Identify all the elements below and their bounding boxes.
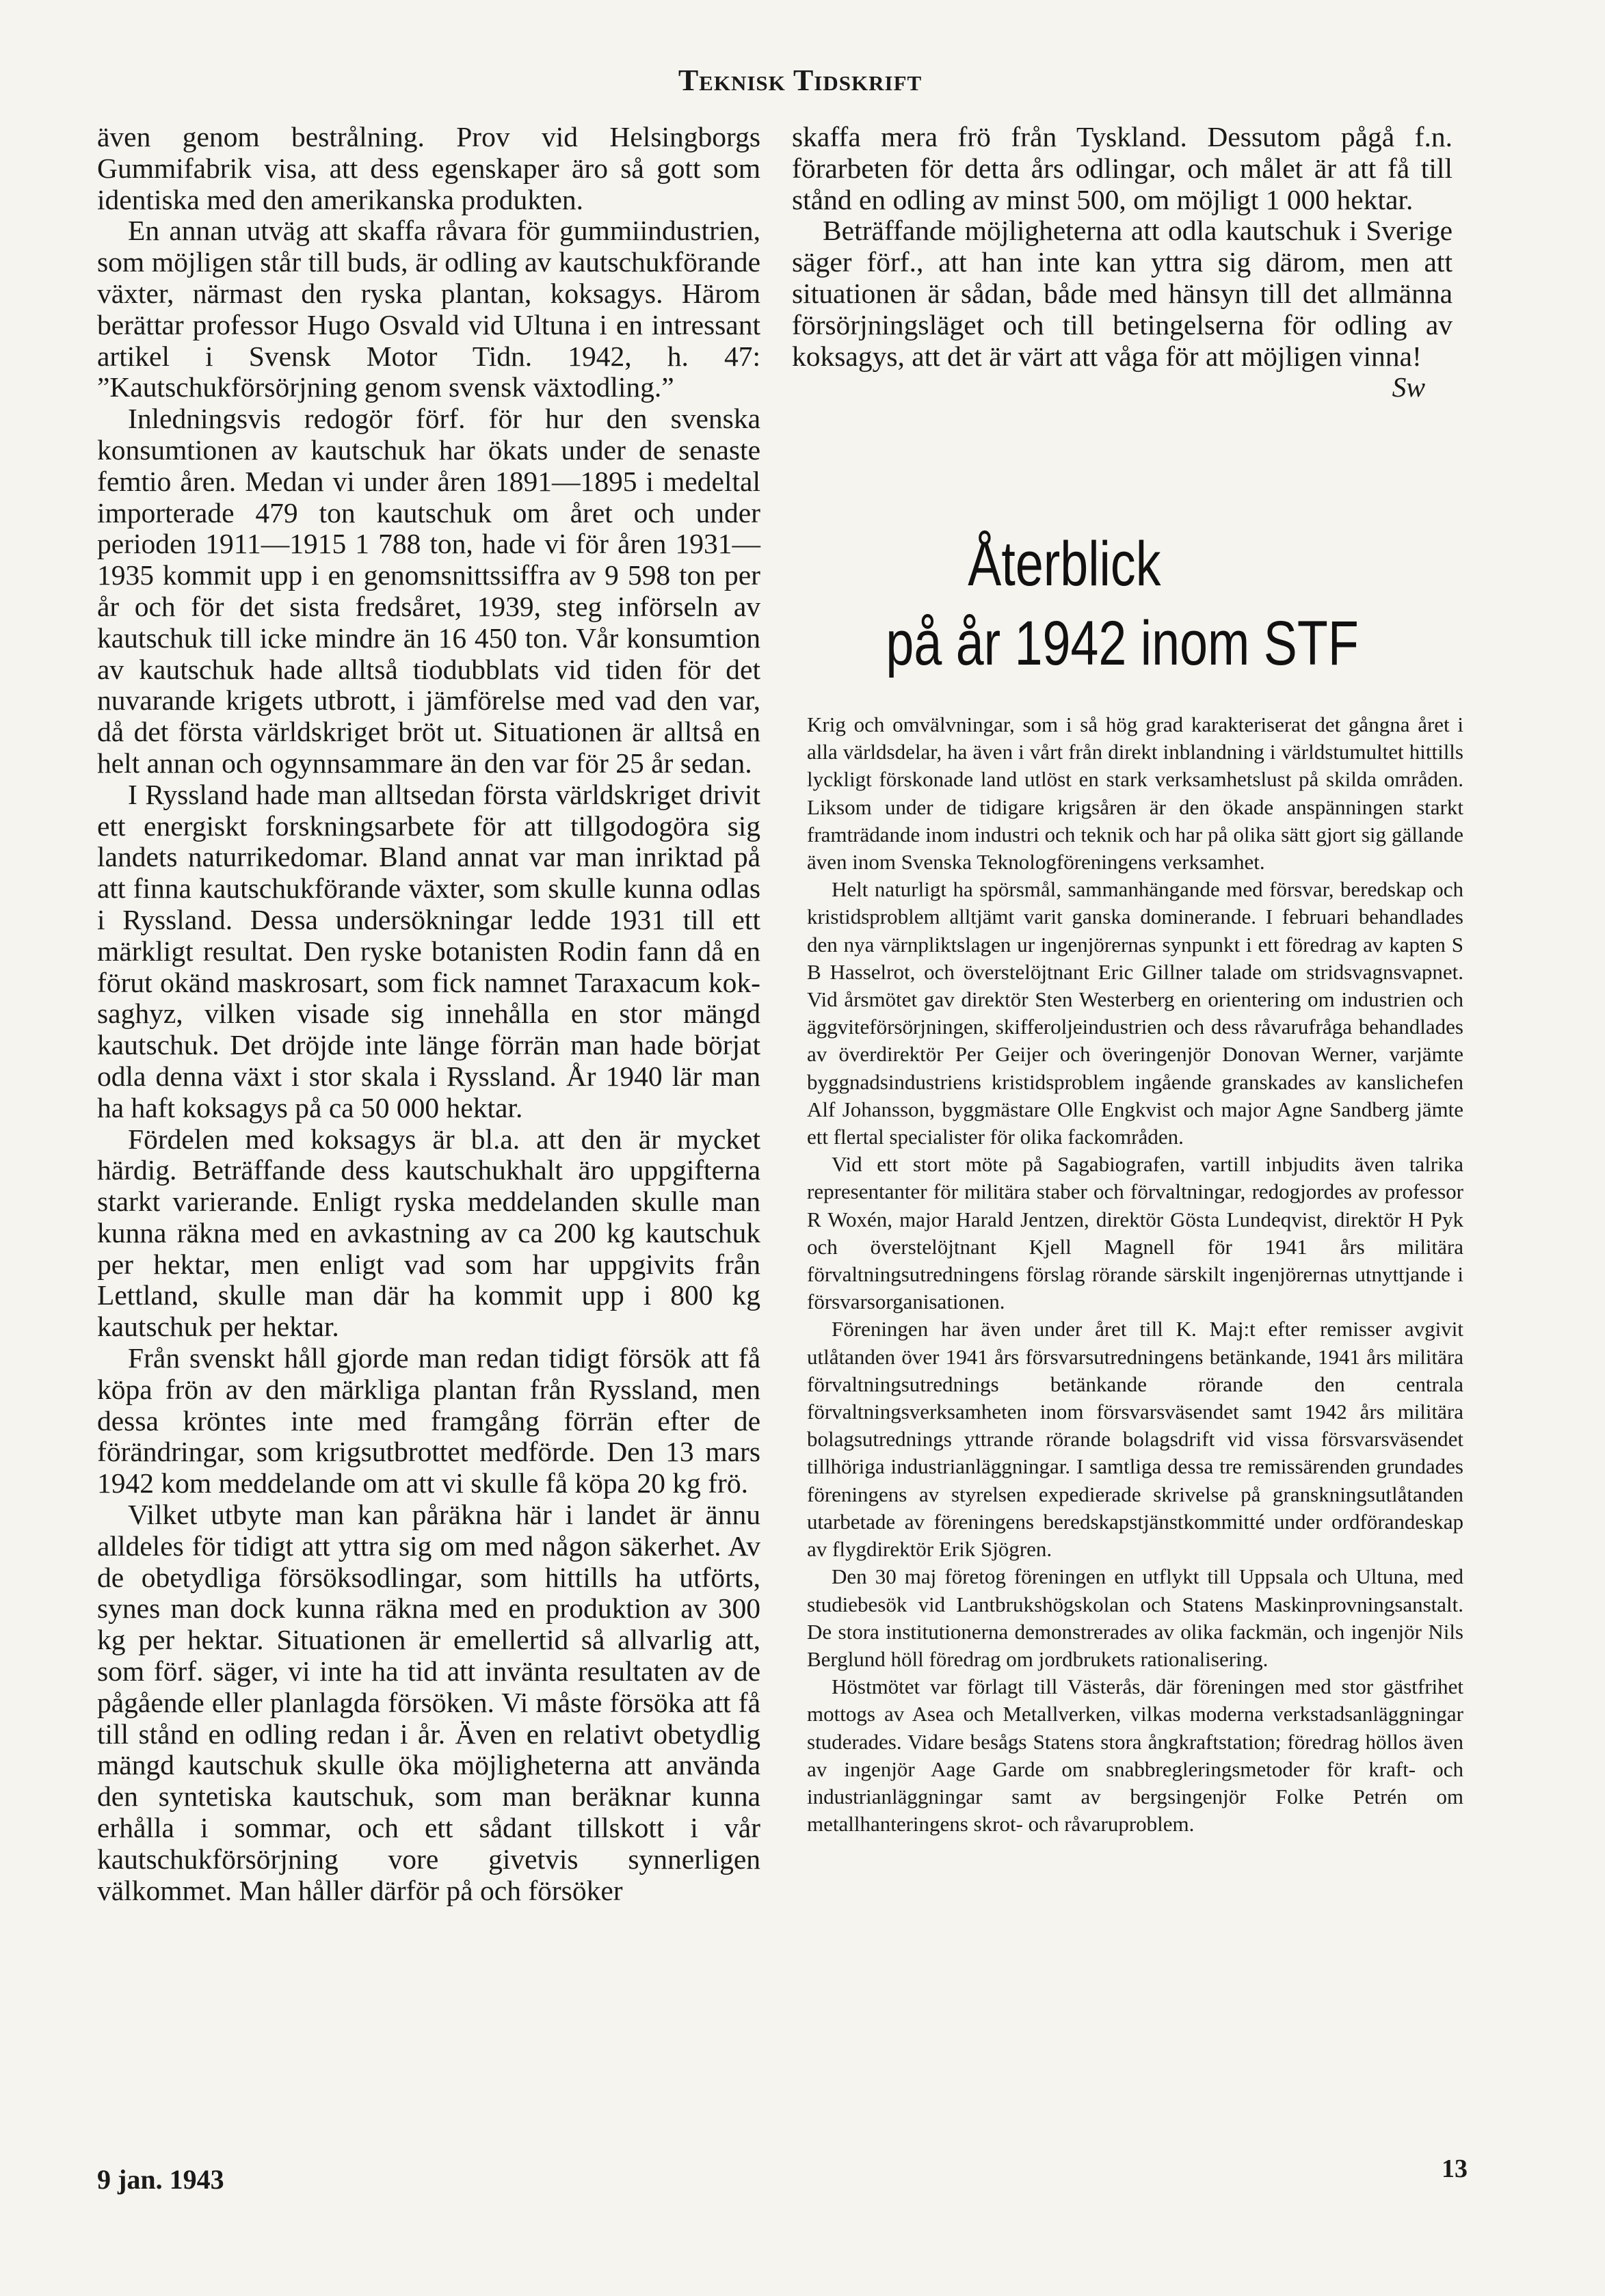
paragraph: Krig och omvälvningar, som i så hög grad karakteriserat det gångna året i alla världsdelar, ha även i vårt från direkt inblandning i världstumultet hittills lyckligt förskonade land utlöst en stark verksamhetslust på skilda områden. Liksom under de tidigare krigsåren är den ökade anspänningen starkt framträdande inom industri och teknik och har på olika sätt gjort sig gällande även inom Svenska Teknologföreningens verksamhet. [807, 712, 1463, 875]
paragraph: I Ryssland hade man alltsedan första världskriget drivit ett energiskt forskningsarbete för att tillgodogöra sig landets naturrikedomar. Bland annat var man inriktad på att finna kautschukförande växter, som skulle kunna odlas i Ryssland. Dessa undersökningar ledde 1931 till ett märkligt resultat. Den ryske botanisten Rodin fann då en förut okänd maskrosart, som fick namnet Taraxacum kok-saghyz, vilken visade sig innehålla en stor mängd kautschuk. Det dröjde inte länge förrän man hade börjat odla denna växt i stor skala i Ryssland. År 1940 lär man ha haft koksagys på ca 50 000 hektar. [97, 778, 760, 1123]
article-title [792, 526, 1453, 681]
paragraph: Helt naturligt ha spörsmål, sammanhängande med försvar, beredskap och kristidsproblem alltjämt varit ganska dominerande. I februari behandlades den nya värnpliktslagen ur ingenjörernas synpunkt i ett föredrag av kapten S B Hasselrot, och överstelöjtnant Eric Gillner talade om stridsvagnsvapnet. Vid årsmötet gav direktör Sten Westerberg en orientering om industrien och äggviteförsörjningen, skifferoljeindustrien och dess råvarufråga behandlades av överdirektör Per Geijer och överingenjör Donovan Werner, varjämte byggnadsindustriens kristidsproblem ingående granskades av kanslichefen Alf Johansson, byggmästare Olle Engkvist och major Agne Sandberg jämte ett flertal specialister för olika fackområden. [807, 877, 1463, 1149]
paragraph: Fördelen med koksagys är bl.a. att den är mycket härdig. Beträffande dess kautschukhalt äro uppgifterna starkt varierande. Enligt ryska meddelanden skulle man kunna räkna med en avkastning av ca 200 kg kautschuk per hektar, men enligt vad som har uppgivits från Lettland, skulle man där ha kommit upp i 800 kg kautschuk per hektar. [97, 1123, 760, 1343]
paragraph: Vid ett stort möte på Sagabiografen, vartill inbjudits även talrika representanter för militära staber och förvaltningar, redogjordes av professor R Woxén, major Harald Jentzen, direktör Gösta Lundeqvist, direktör H Pyk och överstelöjtnant Kjell Magnell för 1941 års militära förvaltningsutredningens förslag rörande särskilt ingenjörernas utnyttjande i försvarsorganisationen. [807, 1152, 1463, 1314]
paragraph: även genom bestrålning. Prov vid Helsingborgs Gummifabrik visa, att dess egenskaper äro så gott som identiska med den amerikanska produkten. [97, 121, 760, 215]
paragraph: En annan utväg att skaffa råvara för gummiindustrien, som möjligen står till buds, är odling av kautschukförande växter, närmast den ryska plantan, koksagys. Härom berättar professor Hugo Osvald vid Ultuna i en intressant artikel i Svensk Motor Tidn. 1942, h. 47: ”Kautschukförsörjning genom svensk växtodling.” [97, 215, 760, 403]
right-column-top [792, 122, 1453, 403]
article-body [807, 711, 1463, 1838]
paragraph: skaffa mera frö från Tyskland. Dessutom pågå f.n. förarbeten för detta års odlingar, och målet är att få till stånd en odling av minst 500, om möjligt 1 000 hektar. [792, 121, 1453, 215]
page-number: 13 [1442, 2154, 1468, 2183]
article-title-line2: på år 1942 inom STF [886, 609, 1359, 678]
paragraph [792, 215, 1453, 403]
author-signature: Sw [1392, 371, 1425, 403]
paragraph: Inledningsvis redogör förf. för hur den svenska konsumtionen av kautschuk har ökats under de senaste femtio åren. Medan vi under åren 1891—1895 i medeltal importerade 479 ton kautschuk om året och under perioden 1911—1915 1 788 ton, hade vi för åren 1931—1935 kommit upp i en genomsnittssiffra av 9 598 ton per år och för det sista fredsåret, 1939, steg införseln av kautschuk till icke mindre än 16 450 ton. Vår konsumtion av kautschuk hade alltså tiodubblats vid tiden för det nuvarande krigets utbrott, i jämförelse med vad den var, då det första världskriget bröt ut. Situationen är alltså en helt annan och ogynnsammare än den var för 25 år sedan. [97, 403, 760, 779]
paragraph: Den 30 maj företog föreningen en utflykt till Uppsala och Ultuna, med studiebesök vid Lantbrukshögskolan och Statens Maskinprovningsanstalt. De stora institutionerna demonstrerades av olika fackmän, och ingenjör Nils Berglund höll föredrag om jordbrukets rationalisering. [807, 1564, 1463, 1671]
issue-date: 9 jan. 1943 [97, 2164, 224, 2195]
paragraph: Från svenskt håll gjorde man redan tidigt försök att få köpa frön av den märkliga plantan från Ryssland, men dessa kröntes inte med framgång förrän efter de förändringar, som krigsutbrottet medförde. Den 13 mars 1942 kom meddelande om att vi skulle få köpa 20 kg frö. [97, 1342, 760, 1499]
left-column [97, 122, 760, 1906]
paragraph-text: Beträffande möjligheterna att odla kautschuk i Sverige säger förf., att han inte kan yttra sig därom, men att situationen är sådan, både med hänsyn till det allmänna försörjningsläget och till betingelserna för odling av koksagys, att det är värt att våga för att möjligen vinna! [792, 215, 1453, 372]
journal-header: Teknisk Tidskrift [678, 64, 923, 97]
paragraph: Föreningen har även under året till K. Maj:t efter remisser avgivit utlåtanden över 1941 års försvarsutredningens betänkande, 1941 års militära förvaltningsutrednings betänkande rörande den centrala förvaltningsverksamheten inom försvarsväsendet samt 1942 års militära bolagsutrednings yttrande rörande bolagsdrift vid vissa försvarsväsendet tillhöriga industrianläggningar. I samtliga dessa tre remissärenden grundades föreningens av styrelsen expedierade skrivelse på granskningsutlåtanden utarbetade av föreningens beredskapstjänstkommitté under ordförandeskap av flygdirektör Erik Sjögren. [807, 1317, 1463, 1562]
article-title-line1: Återblick [967, 529, 1161, 599]
paragraph: Vilket utbyte man kan påräkna här i landet är ännu alldeles för tidigt att yttra sig om med någon säkerhet. Av de obetydliga försöksodlingar, som hittills ha utförts, synes man dock kunna räkna med en produktion av 300 kg per hektar. Situationen är emellertid så allvarlig att, som förf. säger, vi inte ha tid att invänta resultaten av de pågående eller planlagda försöken. Vi måste försöka att få till stånd en odling redan i år. Även en relativt obetydlig mängd kautschuk skulle öka möjligheterna att använda den syntetiska kautschuk, som man beräknar kunna erhålla i sommar, och ett sådant tillskott i vår kautschukförsörjning vore givetvis synnerligen välkommet. Man håller därför på och försöker [97, 1499, 760, 1906]
paragraph: Höstmötet var förlagt till Västerås, där föreningen med stor gästfrihet mottogs av Asea och Metallverken, vilkas moderna verkstadsanläggningar studerades. Vidare besågs Statens stora ångkraftstation; föredrag höllos även av ingenjör Aage Garde om snabbregleringsmetoder för kraft- och industrianläggningar samt av bergsingenjör Folke Petrén om metallhanteringens skrot- och råvaruproblem. [807, 1674, 1463, 1837]
